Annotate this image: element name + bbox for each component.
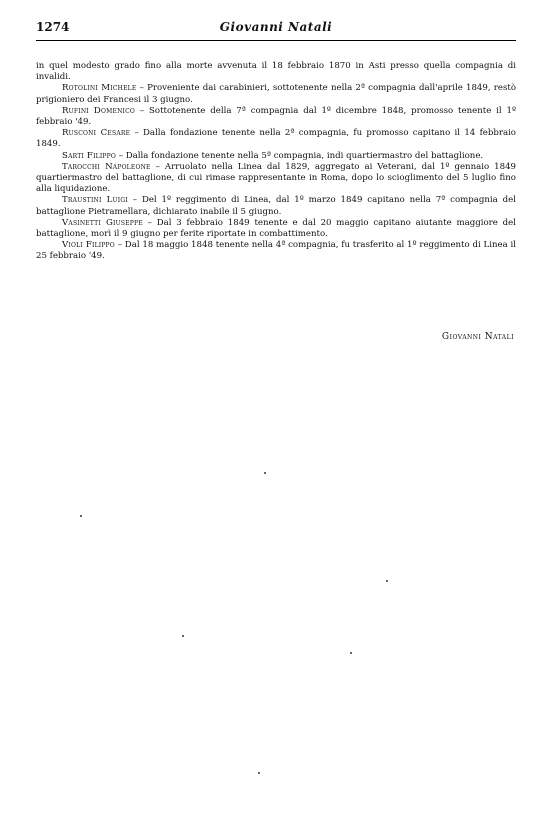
body-text xyxy=(36,61,516,263)
entry-paragraph xyxy=(36,240,516,262)
entry-text: – Dal 3 febbraio 1849 tenente e dal 20 maggio capitano aiutante maggiore del battaglione, morì il 9 giugno per ferite riportate in combattimento. xyxy=(36,217,516,240)
scan-speck xyxy=(258,772,260,774)
entry-text: – Proveniente dai carabinieri, sottotenente nella 2ª compagnia dall'aprile 1849, restò prigioniero dei Francesi il 3 giugno. xyxy=(36,83,516,105)
entry-paragraph xyxy=(36,218,516,240)
entry-text: – Dalla fondazione tenente nella 5ª compagnia, indi quartiermastro del battaglione. xyxy=(118,150,484,161)
intro-paragraph: in quel modesto grado fino alla morte avvenuta il 18 febbraio 1870 in Asti presso quella compagnia di invalidi. xyxy=(36,61,516,83)
scan-speck xyxy=(182,635,184,637)
entry-text: – Dalla fondazione tenente nella 2ª compagnia, fu promosso capitano il 14 febbraio 1849. xyxy=(36,128,516,150)
entry-paragraph xyxy=(36,162,516,196)
entry-text: – Del 1º reggimento di Linea, dal 1º marzo 1849 capitano nella 7ª compagnia del battaglione Pietramellara, dichiarato inabile il 5 giugno. xyxy=(36,195,516,217)
entry-name: Rufini Domenico xyxy=(62,105,135,116)
scan-speck xyxy=(264,472,266,474)
scan-speck xyxy=(386,580,388,582)
entry-paragraph xyxy=(36,128,516,150)
entry-paragraph xyxy=(36,106,516,128)
entry-name: Violi Filippo xyxy=(62,240,115,251)
scan-speck xyxy=(80,515,82,517)
entry-name: Sarti Filippo xyxy=(62,150,117,161)
entry-paragraph xyxy=(36,151,516,162)
entry-name: Rotolini Michele xyxy=(62,83,137,94)
running-title: Giovanni Natali xyxy=(219,20,333,34)
entry-name: Rusconi Cesare xyxy=(62,128,131,139)
scan-speck xyxy=(350,652,352,654)
header-rule xyxy=(36,40,516,41)
author-signature: Giovanni Natali xyxy=(441,332,514,342)
entry-text: – Arruolato nella Linea dal 1829, aggregato ai Veterani, dal 1º gennaio 1849 quartiermastro del battaglione, di cui rimase rappresentante in Roma, dopo lo scioglimento del 5 luglio fino alla liquidazione. xyxy=(36,161,517,195)
entry-text: – Dal 18 maggio 1848 tenente nella 4ª compagnia, fu trasferito al 1º reggimento di Linea il 25 febbraio '49. xyxy=(36,240,516,262)
entry-name: Vasinetti Giuseppe xyxy=(62,217,143,228)
entry-text: – Sottotenente della 7ª compagnia dal 1º dicembre 1848, promosso tenente il 1º febbraio '49. xyxy=(36,105,517,128)
entry-name: Traustini Luigi xyxy=(62,195,128,206)
page-header xyxy=(36,20,516,40)
page-number: 1274 xyxy=(36,20,70,34)
entry-paragraph xyxy=(36,83,516,105)
entry-name: Tarocchi Napoleone xyxy=(62,161,151,172)
entry-paragraph xyxy=(36,195,516,217)
